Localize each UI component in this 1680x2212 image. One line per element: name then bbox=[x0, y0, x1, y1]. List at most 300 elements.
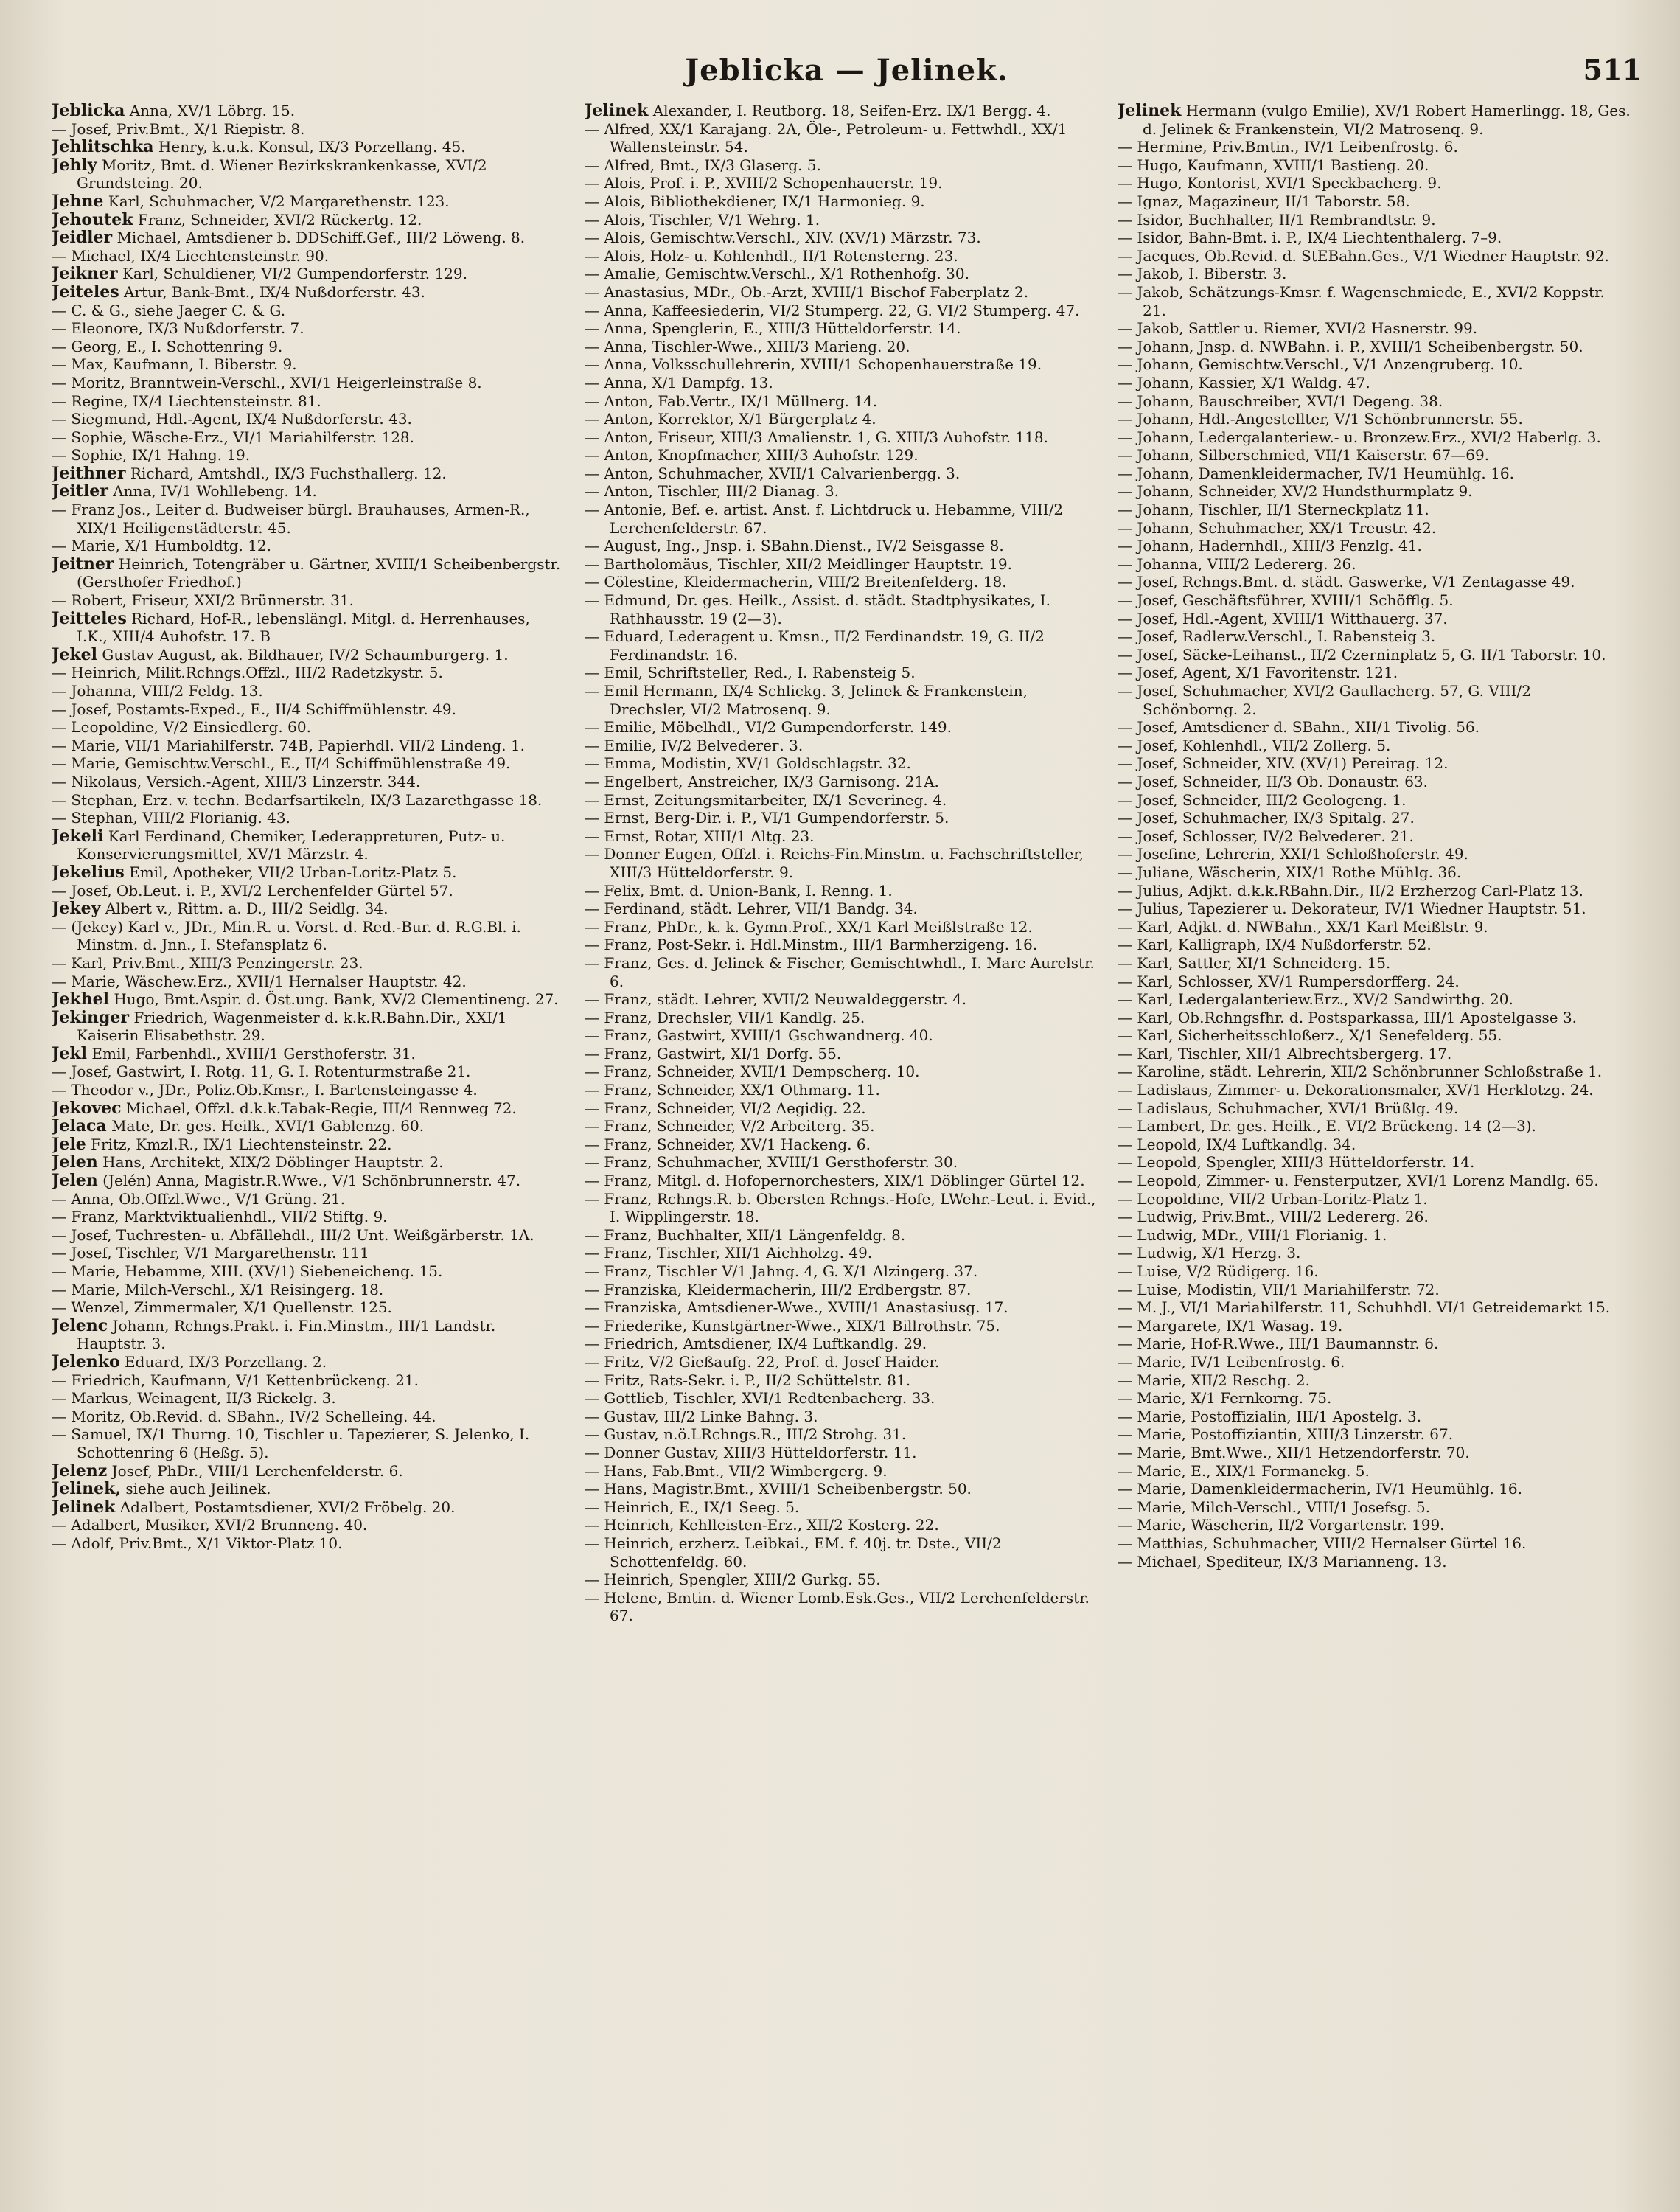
directory-entry bbox=[52, 1298, 565, 1317]
directory-entry bbox=[585, 1190, 1098, 1226]
directory-entry bbox=[585, 102, 1098, 120]
entry-text: — Franz, Schneider, VI/2 Aegidig. 22. bbox=[585, 1099, 866, 1117]
entry-text: — Anton, Schuhmacher, XVII/1 Calvarienbergg. 3. bbox=[585, 464, 961, 482]
entry-text: Karl Ferdinand, Chemiker, Lederappreturen, Putz- u. Konservierungsmittel, XV/1 Märzstr. 4. bbox=[77, 827, 506, 863]
entry-text: — Karl, Tischler, XII/1 Albrechtsbergerg. 17. bbox=[1118, 1044, 1452, 1062]
directory-entry bbox=[52, 428, 565, 447]
directory-entry bbox=[1118, 1516, 1631, 1534]
directory-entry bbox=[1118, 627, 1631, 646]
entry-text: — Markus, Weinagent, II/3 Rickelg. 3. bbox=[52, 1389, 336, 1408]
entry-surname: Jeithner bbox=[52, 463, 126, 483]
entry-text: — Josef, Schuhmacher, XVI/2 Gaullacherg. 57, G. VIII/2 Schönborng. 2. bbox=[1118, 682, 1531, 718]
entry-text: — Cölestine, Kleidermacherin, VIII/2 Breitenfelderg. 18. bbox=[585, 573, 1007, 591]
directory-entry bbox=[585, 954, 1098, 990]
entry-text: — Marie, IV/1 Leibenfrostg. 6. bbox=[1118, 1352, 1345, 1371]
directory-entry bbox=[585, 410, 1098, 428]
directory-entry bbox=[52, 229, 565, 247]
entry-text: — Alois, Prof. i. P., XVIII/2 Schopenhauerstr. 19. bbox=[585, 174, 943, 192]
directory-entry bbox=[52, 138, 565, 156]
entry-text: — Franz, Tischler V/1 Jahng. 4, G. X/1 Alzingerg. 37. bbox=[585, 1262, 978, 1280]
directory-entry bbox=[585, 1026, 1098, 1045]
directory-entry bbox=[585, 1117, 1098, 1135]
entry-text: — Franz, PhDr., k. k. Gymn.Prof., XX/1 Karl Meißlstraße 12. bbox=[585, 917, 1033, 936]
entry-text: — Josef, Radlerw.Verschl., I. Rabensteig 3. bbox=[1118, 627, 1436, 646]
entry-text: — Karl, Priv.Bmt., XIII/3 Penzingerstr. 23. bbox=[52, 953, 363, 972]
directory-entry bbox=[585, 1335, 1098, 1353]
entry-text: — Josef, Ob.Leut. i. P., XVI/2 Lerchenfelder Gürtel 57. bbox=[52, 881, 453, 900]
directory-entry bbox=[52, 664, 565, 682]
directory-entry bbox=[585, 1298, 1098, 1317]
directory-entry bbox=[585, 627, 1098, 664]
directory-entry bbox=[585, 1099, 1098, 1118]
directory-entry bbox=[1118, 791, 1631, 810]
directory-entry bbox=[1118, 392, 1631, 411]
entry-text: — Hugo, Kontorist, XVI/1 Speckbacherg. 9. bbox=[1118, 174, 1442, 192]
directory-entry bbox=[1118, 1190, 1631, 1208]
entry-text: — Ernst, Berg-Dir. i. P., VI/1 Gumpendorferstr. 5. bbox=[585, 809, 949, 827]
entry-text: — Leopold, Spengler, XIII/3 Hütteldorferstr. 14. bbox=[1118, 1153, 1475, 1172]
directory-entry bbox=[1118, 1371, 1631, 1390]
directory-entry bbox=[52, 1190, 565, 1208]
entry-text: — Julius, Tapezierer u. Dekorateur, IV/1 Wiedner Hauptstr. 51. bbox=[1118, 900, 1586, 918]
entry-text: — Jakob, Sattler u. Riemer, XVI/2 Hasnerstr. 99. bbox=[1118, 319, 1478, 338]
directory-entry bbox=[1118, 573, 1631, 591]
entry-text: Emil, Farbenhdl., XVIII/1 Gersthoferstr. 31. bbox=[87, 1044, 416, 1062]
entry-text: — Johann, Jnsp. d. NWBahn. i. P., XVIII/1 Scheibenbergstr. 50. bbox=[1118, 337, 1583, 355]
entry-text: — Leopold, Zimmer- u. Fensterputzer, XVI/1 Lorenz Mandlg. 65. bbox=[1118, 1172, 1599, 1190]
directory-entry bbox=[52, 1208, 565, 1226]
entry-text: — Marie, E., XIX/1 Formanekg. 5. bbox=[1118, 1461, 1370, 1480]
directory-entry bbox=[52, 446, 565, 465]
entry-text: — Anna, Tischler-Wwe., XIII/3 Marieng. 20. bbox=[585, 337, 910, 355]
entry-surname: Jeitteles bbox=[52, 608, 127, 628]
directory-entry bbox=[1118, 1226, 1631, 1245]
directory-entry bbox=[1118, 754, 1631, 773]
directory-entry bbox=[52, 537, 565, 555]
entry-text: — Emma, Modistin, XV/1 Goldschlagstr. 32. bbox=[585, 754, 911, 773]
entry-text: — Alois, Bibliothekdiener, IX/1 Harmonieg. 9. bbox=[585, 192, 925, 210]
directory-entry bbox=[585, 1516, 1098, 1534]
directory-entry bbox=[52, 918, 565, 954]
directory-entry bbox=[585, 718, 1098, 737]
directory-entry bbox=[585, 1244, 1098, 1262]
entry-text: — Juliane, Wäscherin, XIX/1 Rothe Mühlg. 36. bbox=[1118, 863, 1462, 881]
entry-text: — Ladislaus, Schuhmacher, XVI/1 Brüßlg. 49. bbox=[1118, 1099, 1459, 1117]
directory-entry bbox=[52, 700, 565, 719]
directory-entry bbox=[52, 737, 565, 755]
directory-entry bbox=[585, 428, 1098, 447]
entry-text: — M. J., VI/1 Mariahilferstr. 11, Schuhhdl. VI/1 Getreidemarkt 15. bbox=[1118, 1298, 1611, 1317]
entry-text: — Anton, Knopfmacher, XIII/3 Auhofstr. 129. bbox=[585, 446, 919, 465]
directory-entry bbox=[585, 936, 1098, 954]
entry-text: — Emilie, IV/2 Belvederег. 3. bbox=[585, 736, 804, 754]
entry-text: — Margarete, IX/1 Wasag. 19. bbox=[1118, 1316, 1343, 1335]
entry-text: — Donner Gustav, XIII/3 Hütteldorferstr. 11. bbox=[585, 1443, 917, 1461]
directory-entry bbox=[585, 1480, 1098, 1498]
entry-text: — Franz, städt. Lehrer, XVII/2 Neuwaldeggerstr. 4. bbox=[585, 990, 967, 1009]
entry-text: — Franz, Ges. d. Jelinek & Fischer, Gemischtwhdl., I. Marc Aurelstr. 6. bbox=[585, 953, 1095, 990]
entry-text: Eduard, IX/3 Porzellang. 2. bbox=[119, 1352, 327, 1371]
entry-text: — Johann, Damenkleidermacher, IV/1 Heumühlg. 16. bbox=[1118, 464, 1514, 482]
entry-text: — Ludwig, X/1 Herzg. 3. bbox=[1118, 1244, 1301, 1262]
directory-entry bbox=[585, 482, 1098, 501]
directory-entry bbox=[52, 555, 565, 591]
entry-text: — Heinrich, erzherz. Leibkai., EM. f. 40j. tr. Dste., VII/2 Schottenfeldg. 60. bbox=[585, 1534, 1002, 1571]
page-number: 511 bbox=[1583, 53, 1642, 86]
entry-surname: Jelen bbox=[52, 1171, 98, 1191]
directory-entry bbox=[585, 174, 1098, 192]
entry-text: Emil, Apotheker, VII/2 Urban-Loritz-Platz 5. bbox=[124, 863, 457, 881]
entry-text: — Moritz, Ob.Revid. d. SBahn., IV/2 Schelleing. 44. bbox=[52, 1407, 436, 1425]
directory-entry bbox=[585, 555, 1098, 574]
directory-entry bbox=[585, 1425, 1098, 1444]
entry-text: — Josef, Schneider, XIV. (XV/1) Pereirag. 12. bbox=[1118, 754, 1449, 773]
directory-entry bbox=[585, 845, 1098, 881]
entry-text: Artur, Bank-Bmt., IX/4 Nußdorferstr. 43. bbox=[119, 282, 425, 301]
directory-entry bbox=[1118, 482, 1631, 501]
directory-entry bbox=[585, 156, 1098, 175]
directory-entry bbox=[52, 882, 565, 900]
entry-text: — Karl, Kalligraph, IX/4 Nußdorferstr. 52. bbox=[1118, 936, 1432, 954]
directory-entry bbox=[585, 773, 1098, 791]
entry-text: — Franz, Schuhmacher, XVIII/1 Gersthoferstr. 30. bbox=[585, 1153, 958, 1172]
page-title: Jeblicka — Jelinek. bbox=[685, 53, 1008, 88]
directory-entry bbox=[1118, 1480, 1631, 1498]
entry-text: Michael, Amtsdiener b. DDSchiff.Gef., III/2 Löweng. 8. bbox=[112, 229, 526, 247]
entry-text: — Leopoldine, V/2 Einsiedlerg. 60. bbox=[52, 718, 311, 737]
directory-entry bbox=[52, 791, 565, 810]
directory-entry bbox=[585, 809, 1098, 827]
entry-text: — C. & G., siehe Jaeger C. & G. bbox=[52, 301, 286, 319]
directory-entry bbox=[52, 1408, 565, 1426]
entry-text: — Emilie, Möbelhdl., VI/2 Gumpendorferstr. 149. bbox=[585, 718, 952, 737]
entry-text: — Anna, Kaffeesiederin, VI/2 Stumperg. 22, G. VI/2 Stumperg. 47. bbox=[585, 301, 1080, 319]
directory-entry bbox=[1118, 1389, 1631, 1408]
directory-entry bbox=[585, 211, 1098, 229]
entry-surname: Jeikner bbox=[52, 264, 118, 284]
directory-entry bbox=[1118, 1153, 1631, 1172]
entry-surname: Jekinger bbox=[52, 1007, 129, 1027]
entry-text: Karl, Schuhmacher, V/2 Margarethenstr. 123. bbox=[103, 192, 450, 210]
entry-text: Friedrich, Wagenmeister d. k.k.R.Bahn.Dir., XXI/1 Kaiserin Elisabethstr. 29. bbox=[77, 1008, 507, 1045]
directory-entry bbox=[1118, 1498, 1631, 1517]
entry-text: — Josef, Hdl.-Agent, XVIII/1 Witthauerg. 37. bbox=[1118, 609, 1448, 627]
entry-text: — Alfred, XX/1 Karajang. 2A, Öle-, Petroleum- u. Fettwhdl., XX/1 Wallensteinstr. 54. bbox=[585, 119, 1067, 156]
entry-text: — Franz, Tischler, XII/1 Aichholzg. 49. bbox=[585, 1244, 873, 1262]
directory-entry bbox=[1118, 1208, 1631, 1226]
entry-text: — (Jekey) Karl v., JDr., Min.R. u. Vorst. d. Red.-Bur. d. R.G.Bl. i. Minstm. d. Jnn., I. Stefansplatz 6. bbox=[52, 917, 521, 954]
directory-entry bbox=[52, 102, 565, 120]
directory-entry bbox=[585, 664, 1098, 682]
entry-text: — Karl, Adjkt. d. NWBahn., XX/1 Karl Meißlstr. 9. bbox=[1118, 917, 1488, 936]
entry-surname: Jeblicka bbox=[52, 102, 125, 120]
directory-entry bbox=[52, 1516, 565, 1534]
entry-text: Gustav August, ak. Bildhauer, IV/2 Schaumburgerg. 1. bbox=[97, 645, 509, 664]
entry-text: — Amalie, Gemischtw.Verschl., X/1 Rothenhofg. 30. bbox=[585, 265, 969, 283]
directory-entry bbox=[1118, 1353, 1631, 1371]
directory-entry bbox=[52, 1371, 565, 1390]
entry-text: — Eduard, Lederagent u. Kmsn., II/2 Ferdinandstr. 19, G. II/2 Ferdinandstr. 16. bbox=[585, 627, 1045, 664]
directory-entry bbox=[1118, 537, 1631, 555]
entry-text: — Johann, Ledergalanteriew.- u. Bronzew.Erz., XVI/2 Haberlg. 3. bbox=[1118, 428, 1601, 446]
entry-text: — Edmund, Dr. ges. Heilk., Assist. d. städt. Stadtphysikates, I. Rathhausstr. 19 (2—3). bbox=[585, 591, 1050, 627]
directory-entry bbox=[52, 410, 565, 428]
entry-surname: Jekovec bbox=[52, 1098, 122, 1118]
entry-text: — Franz Jos., Leiter d. Budweiser bürgl. Brauhauses, Armen-R., XIX/1 Heiligenstädterstr. 45. bbox=[52, 501, 530, 537]
entry-text: — Karl, Ledergalanteriew.Erz., XV/2 Sandwirthg. 20. bbox=[1118, 990, 1513, 1009]
directory-entry bbox=[585, 192, 1098, 211]
directory-entry bbox=[585, 1081, 1098, 1099]
directory-entry bbox=[52, 863, 565, 882]
directory-entry bbox=[585, 1135, 1098, 1154]
entry-text: — Isidor, Bahn-Bmt. i. P., IX/4 Liechtenthalerg. 7–9. bbox=[1118, 229, 1502, 247]
directory-entry bbox=[52, 192, 565, 211]
column-2 bbox=[585, 102, 1104, 2174]
entry-text: — Johann, Schuhmacher, XX/1 Treustr. 42. bbox=[1118, 518, 1437, 537]
directory-entry bbox=[1118, 519, 1631, 538]
entry-text: — Franz, Post-Sekr. i. Hdl.Minstm., III/1 Barmherzigeng. 16. bbox=[585, 936, 1038, 954]
entry-text: — Max, Kaufmann, I. Biberstr. 9. bbox=[52, 355, 297, 374]
directory-entry bbox=[52, 247, 565, 265]
entry-text: — Alois, Holz- u. Kohlenhdl., II/1 Rotensterng. 23. bbox=[585, 246, 958, 265]
entry-text: — Franz, Rchngs.R. b. Obersten Rchngs.-Hofe, LWehr.-Leut. i. Evid., I. Wipplingerstr. 18. bbox=[585, 1189, 1096, 1226]
entry-text: — Johann, Schneider, XV/2 Hundsthurmplatz 9. bbox=[1118, 482, 1473, 501]
entry-text: — Ferdinand, städt. Lehrer, VII/1 Bandg. 34. bbox=[585, 900, 918, 918]
entry-text: — Josef, Tuchresten- u. Abfällehdl., III/2 Unt. Weißgärberstr. 1A. bbox=[52, 1225, 534, 1244]
directory-entry bbox=[585, 754, 1098, 773]
entry-surname: Jekhel bbox=[52, 990, 109, 1009]
entry-text: — Donner Eugen, Offzl. i. Reichs-Fin.Minstm. u. Fachschriftsteller, XIII/3 Hütteldorferstr. 9. bbox=[585, 845, 1084, 881]
directory-entry bbox=[585, 247, 1098, 265]
entry-text: — Heinrich, Milit.Rchngs.Offzl., III/2 Radetzkystr. 5. bbox=[52, 664, 443, 682]
directory-entry bbox=[585, 737, 1098, 755]
directory-entry bbox=[52, 754, 565, 773]
directory-entry bbox=[52, 773, 565, 791]
entry-text: — Johann, Kassier, X/1 Waldg. 47. bbox=[1118, 373, 1370, 392]
entry-text: — Franz, Mitgl. d. Hofopernorchesters, XIX/1 Döblinger Gürtel 12. bbox=[585, 1172, 1085, 1190]
directory-entry bbox=[52, 718, 565, 737]
entry-text: — Franz, Marktviktualienhdl., VII/2 Stiftg. 9. bbox=[52, 1208, 388, 1226]
directory-entry bbox=[585, 1317, 1098, 1335]
directory-entry bbox=[1118, 954, 1631, 973]
entry-text: Moritz, Bmt. d. Wiener Bezirkskrankenkasse, XVI/2 Grundsteing. 20. bbox=[77, 156, 487, 192]
entry-text: — Robert, Friseur, XXI/2 Brünnerstr. 31. bbox=[52, 591, 354, 610]
directory-entry bbox=[585, 591, 1098, 627]
entry-text: — Anton, Fab.Vertr., IX/1 Müllnerg. 14. bbox=[585, 392, 878, 410]
directory-entry bbox=[585, 1062, 1098, 1081]
entry-text: — Marie, Wäschew.Erz., XVII/1 Hernalser Hauptstr. 42. bbox=[52, 972, 467, 990]
directory-entry bbox=[1118, 882, 1631, 900]
entry-text: — Siegmund, Hdl.-Agent, IX/4 Nußdorferstr. 43. bbox=[52, 410, 412, 428]
directory-entry bbox=[585, 791, 1098, 810]
directory-entry bbox=[1118, 174, 1631, 192]
entry-surname: Jelinek bbox=[52, 1497, 116, 1517]
page-header bbox=[52, 53, 1642, 97]
entry-text: Hans, Architekt, XIX/2 Döblinger Hauptstr. 2. bbox=[97, 1153, 444, 1172]
entry-text: Karl, Schuldiener, VI/2 Gumpendorferstr. 129. bbox=[117, 265, 467, 283]
entry-surname: Jekeli bbox=[52, 826, 104, 846]
directory-entry bbox=[52, 610, 565, 646]
entry-text: — Eleonore, IX/3 Nußdorferstr. 7. bbox=[52, 319, 304, 338]
entry-text: Fritz, Kmzl.R., IX/1 Liechtensteinstr. 22. bbox=[86, 1135, 392, 1153]
directory-entry bbox=[52, 1425, 565, 1461]
directory-entry bbox=[1118, 265, 1631, 283]
directory-entry bbox=[585, 283, 1098, 302]
directory-entry bbox=[1118, 737, 1631, 755]
entry-text: Hermann (vulgo Emilie), XV/1 Robert Hamerlingg. 18, Ges. d. Jelinek & Frankenstein, VI/2 Matrosenq. 9. bbox=[1143, 102, 1631, 138]
entry-text: Hugo, Bmt.Aspir. d. Öst.ung. Bank, XV/2 Clementineng. 27. bbox=[109, 990, 559, 1009]
directory-entry bbox=[1118, 1317, 1631, 1335]
entry-text: — Johann, Bauschreiber, XVI/1 Degeng. 38. bbox=[1118, 392, 1443, 410]
directory-entry bbox=[1118, 1045, 1631, 1063]
entry-text: — Marie, VII/1 Mariahilferstr. 74B, Papierhdl. VII/2 Lindeng. 1. bbox=[52, 736, 525, 754]
directory-entry bbox=[1118, 918, 1631, 936]
entry-text: Johann, Rchngs.Prakt. i. Fin.Minstm., III/1 Landstr. Hauptstr. 3. bbox=[77, 1316, 496, 1353]
directory-entry bbox=[585, 446, 1098, 465]
directory-entry bbox=[52, 1062, 565, 1081]
directory-entry bbox=[52, 1172, 565, 1190]
entry-text: — Josef, Geschäftsführer, XVIII/1 Schöfflg. 5. bbox=[1118, 591, 1454, 610]
directory-entry bbox=[585, 1281, 1098, 1299]
entry-text: — Josef, Rchngs.Bmt. d. städt. Gaswerke, V/1 Zentagasse 49. bbox=[1118, 573, 1575, 591]
directory-entry bbox=[1118, 1081, 1631, 1099]
entry-text: — Theodor v., JDr., Poliz.Ob.Kmsr., I. Bartensteingasse 4. bbox=[52, 1081, 478, 1099]
directory-entry bbox=[1118, 591, 1631, 610]
entry-text: — Anton, Friseur, XIII/3 Amalienstr. 1, G. XIII/3 Auhofstr. 118. bbox=[585, 428, 1048, 446]
entry-text: — Marie, X/1 Humboldtg. 12. bbox=[52, 537, 272, 555]
entry-text: — Franz, Schneider, XV/1 Hackeng. 6. bbox=[585, 1135, 871, 1153]
directory-entry bbox=[585, 1153, 1098, 1172]
directory-entry bbox=[585, 1262, 1098, 1281]
directory-entry bbox=[1118, 646, 1631, 664]
entry-text: — Josef, Amtsdiener d. SBahn., XII/1 Tivolig. 56. bbox=[1118, 718, 1480, 737]
directory-entry bbox=[585, 682, 1098, 718]
entry-text: — Ernst, Zeitungsmitarbeiter, IX/1 Severineg. 4. bbox=[585, 790, 947, 809]
entry-text: — Marie, Milch-Verschl., VIII/1 Josefsg. 5. bbox=[1118, 1498, 1431, 1516]
directory-entry bbox=[52, 1534, 565, 1553]
directory-entry bbox=[52, 682, 565, 700]
directory-entry bbox=[52, 1226, 565, 1245]
directory-entry bbox=[52, 1244, 565, 1262]
entry-text: — Heinrich, E., IX/1 Seeg. 5. bbox=[585, 1498, 800, 1516]
directory-entry bbox=[52, 392, 565, 411]
directory-entry bbox=[52, 1009, 565, 1045]
directory-entry bbox=[1118, 555, 1631, 574]
directory-entry bbox=[52, 990, 565, 1009]
entry-text: — Helene, Bmtin. d. Wiener Lomb.Esk.Ges., VII/2 Lerchenfelderstr. 67. bbox=[585, 1588, 1090, 1625]
directory-entry bbox=[1118, 1135, 1631, 1154]
entry-text: — Johann, Gemischtw.Verschl., V/1 Anzengruberg. 10. bbox=[1118, 355, 1523, 374]
entry-text: — Johann, Hdl.-Angestellter, V/1 Schönbrunnerstr. 55. bbox=[1118, 410, 1523, 428]
entry-text: — Heinrich, Kehlleisten-Erz., XII/2 Kosterg. 22. bbox=[585, 1516, 939, 1534]
column-1 bbox=[52, 102, 571, 2174]
entry-surname: Jekel bbox=[52, 644, 98, 664]
directory-entry bbox=[1118, 138, 1631, 156]
entry-text: — Matthias, Schuhmacher, VIII/2 Hernalser Gürtel 16. bbox=[1118, 1534, 1527, 1552]
entry-surname: Jehoutek bbox=[52, 209, 133, 229]
entry-text: siehe auch Jeilinek. bbox=[121, 1480, 271, 1498]
entry-text: — Emil Hermann, IX/4 Schlickg. 3, Jelinek & Frankenstein, Drechsler, VI/2 Matrosenq. 9. bbox=[585, 682, 1028, 718]
directory-entry bbox=[1118, 718, 1631, 737]
directory-entry bbox=[585, 1226, 1098, 1245]
directory-entry bbox=[585, 265, 1098, 283]
directory-entry bbox=[1118, 283, 1631, 319]
entry-text: — Friedrich, Amtsdiener, IX/4 Luftkandlg. 29. bbox=[585, 1335, 927, 1353]
directory-entry bbox=[52, 355, 565, 374]
directory-entry bbox=[585, 1534, 1098, 1571]
entry-text: — Marie, Bmt.Wwe., XII/1 Hetzendorferstr. 70. bbox=[1118, 1443, 1470, 1461]
directory-entry bbox=[1118, 1408, 1631, 1426]
entry-text: — Franz, Buchhalter, XII/1 Längenfeldg. 8. bbox=[585, 1225, 906, 1244]
entry-text: — Isidor, Buchhalter, II/1 Rembrandtstr. 9. bbox=[1118, 210, 1436, 229]
entry-text: — Josefine, Lehrerin, XXI/1 Schloßhoferstr. 49. bbox=[1118, 845, 1468, 863]
directory-entry bbox=[585, 120, 1098, 156]
entry-text: — Marie, Damenkleidermacherin, IV/1 Heumühlg. 16. bbox=[1118, 1480, 1522, 1498]
directory-entry bbox=[585, 918, 1098, 936]
entry-text: — Adolf, Priv.Bmt., X/1 Viktor-Platz 10. bbox=[52, 1534, 343, 1552]
directory-entry bbox=[52, 1317, 565, 1353]
entry-text: — Marie, Hebamme, XIII. (XV/1) Siebeneicheng. 15. bbox=[52, 1262, 443, 1280]
directory-entry bbox=[585, 1589, 1098, 1625]
entry-text: Mate, Dr. ges. Heilk., XVI/1 Gablenzg. 60. bbox=[106, 1117, 425, 1135]
directory-entry bbox=[1118, 156, 1631, 175]
entry-text: — Ernst, Rotar, XIII/1 Altg. 23. bbox=[585, 827, 815, 845]
entry-surname: Jekl bbox=[52, 1043, 88, 1063]
directory-entry bbox=[52, 465, 565, 483]
entry-text: — Julius, Adjkt. d.k.k.RBahn.Dir., II/2 Erzherzog Carl-Platz 13. bbox=[1118, 881, 1583, 900]
entry-text: — Stephan, VIII/2 Florianig. 43. bbox=[52, 809, 290, 827]
directory-entry bbox=[52, 900, 565, 918]
directory-entry bbox=[52, 374, 565, 392]
directory-entry bbox=[52, 1462, 565, 1481]
entry-text: — Jakob, I. Biberstr. 3. bbox=[1118, 265, 1287, 283]
entry-text: (Jelén) Anna, Magistr.R.Wwe., V/1 Schönbrunnerstr. 47. bbox=[97, 1172, 521, 1190]
entry-text: — Hermine, Priv.Bmtin., IV/1 Leibenfrostg. 6. bbox=[1118, 138, 1458, 156]
directory-entry bbox=[1118, 1026, 1631, 1045]
directory-entry bbox=[1118, 1009, 1631, 1027]
entry-text: — Gustav, III/2 Linke Bahng. 3. bbox=[585, 1407, 818, 1425]
entry-text: — Ignaz, Magazineur, II/1 Taborstr. 58. bbox=[1118, 192, 1410, 210]
entry-surname: Jehne bbox=[52, 191, 104, 211]
directory-entry bbox=[1118, 900, 1631, 918]
directory-entry bbox=[52, 501, 565, 537]
entry-text: — Felix, Bmt. d. Union-Bank, I. Renng. 1. bbox=[585, 881, 893, 900]
entry-text: — Marie, Gemischtw.Verschl., E., II/4 Schiffmühlenstraße 49. bbox=[52, 754, 511, 773]
entry-text: — Marie, XII/2 Reschg. 2. bbox=[1118, 1371, 1310, 1389]
entry-text: — Josef, Schneider, III/2 Geologeng. 1. bbox=[1118, 790, 1407, 809]
directory-entry bbox=[585, 900, 1098, 918]
directory-entry bbox=[585, 1371, 1098, 1390]
entry-text: — Josef, Schneider, II/3 Ob. Donaustr. 63. bbox=[1118, 772, 1429, 790]
directory-entry bbox=[52, 827, 565, 863]
directory-entry bbox=[1118, 973, 1631, 991]
entry-text: Franz, Schneider, XVI/2 Rückertg. 12. bbox=[133, 210, 422, 229]
directory-entry bbox=[52, 1281, 565, 1299]
directory-entry bbox=[585, 338, 1098, 356]
entry-text: — Marie, Milch-Verschl., X/1 Reisingerg. 18. bbox=[52, 1280, 384, 1298]
entry-text: — Anastasius, MDr., Ob.-Arzt, XVIII/1 Bischof Faberplatz 2. bbox=[585, 282, 1029, 301]
entry-text: — Karl, Sattler, XI/1 Schneiderg. 15. bbox=[1118, 953, 1391, 972]
entry-text: — Luise, V/2 Rüdigerg. 16. bbox=[1118, 1262, 1319, 1280]
directory-entry bbox=[1118, 936, 1631, 954]
directory-entry bbox=[1118, 1425, 1631, 1444]
entry-text: Heinrich, Totengräber u. Gärtner, XVIII/1 Scheibenbergstr. (Gersthofer Friedhof.) bbox=[77, 554, 561, 591]
directory-entry bbox=[585, 882, 1098, 900]
entry-text: — Josef, Postamts-Exped., E., II/4 Schiffmühlenstr. 49. bbox=[52, 700, 456, 718]
entry-text: — Ladislaus, Zimmer- u. Dekorationsmaler, XV/1 Herklotzg. 24. bbox=[1118, 1081, 1594, 1099]
entry-text: — Hans, Magistr.Bmt., XVIII/1 Scheibenbergstr. 50. bbox=[585, 1480, 972, 1498]
directory-entry bbox=[1118, 1553, 1631, 1571]
